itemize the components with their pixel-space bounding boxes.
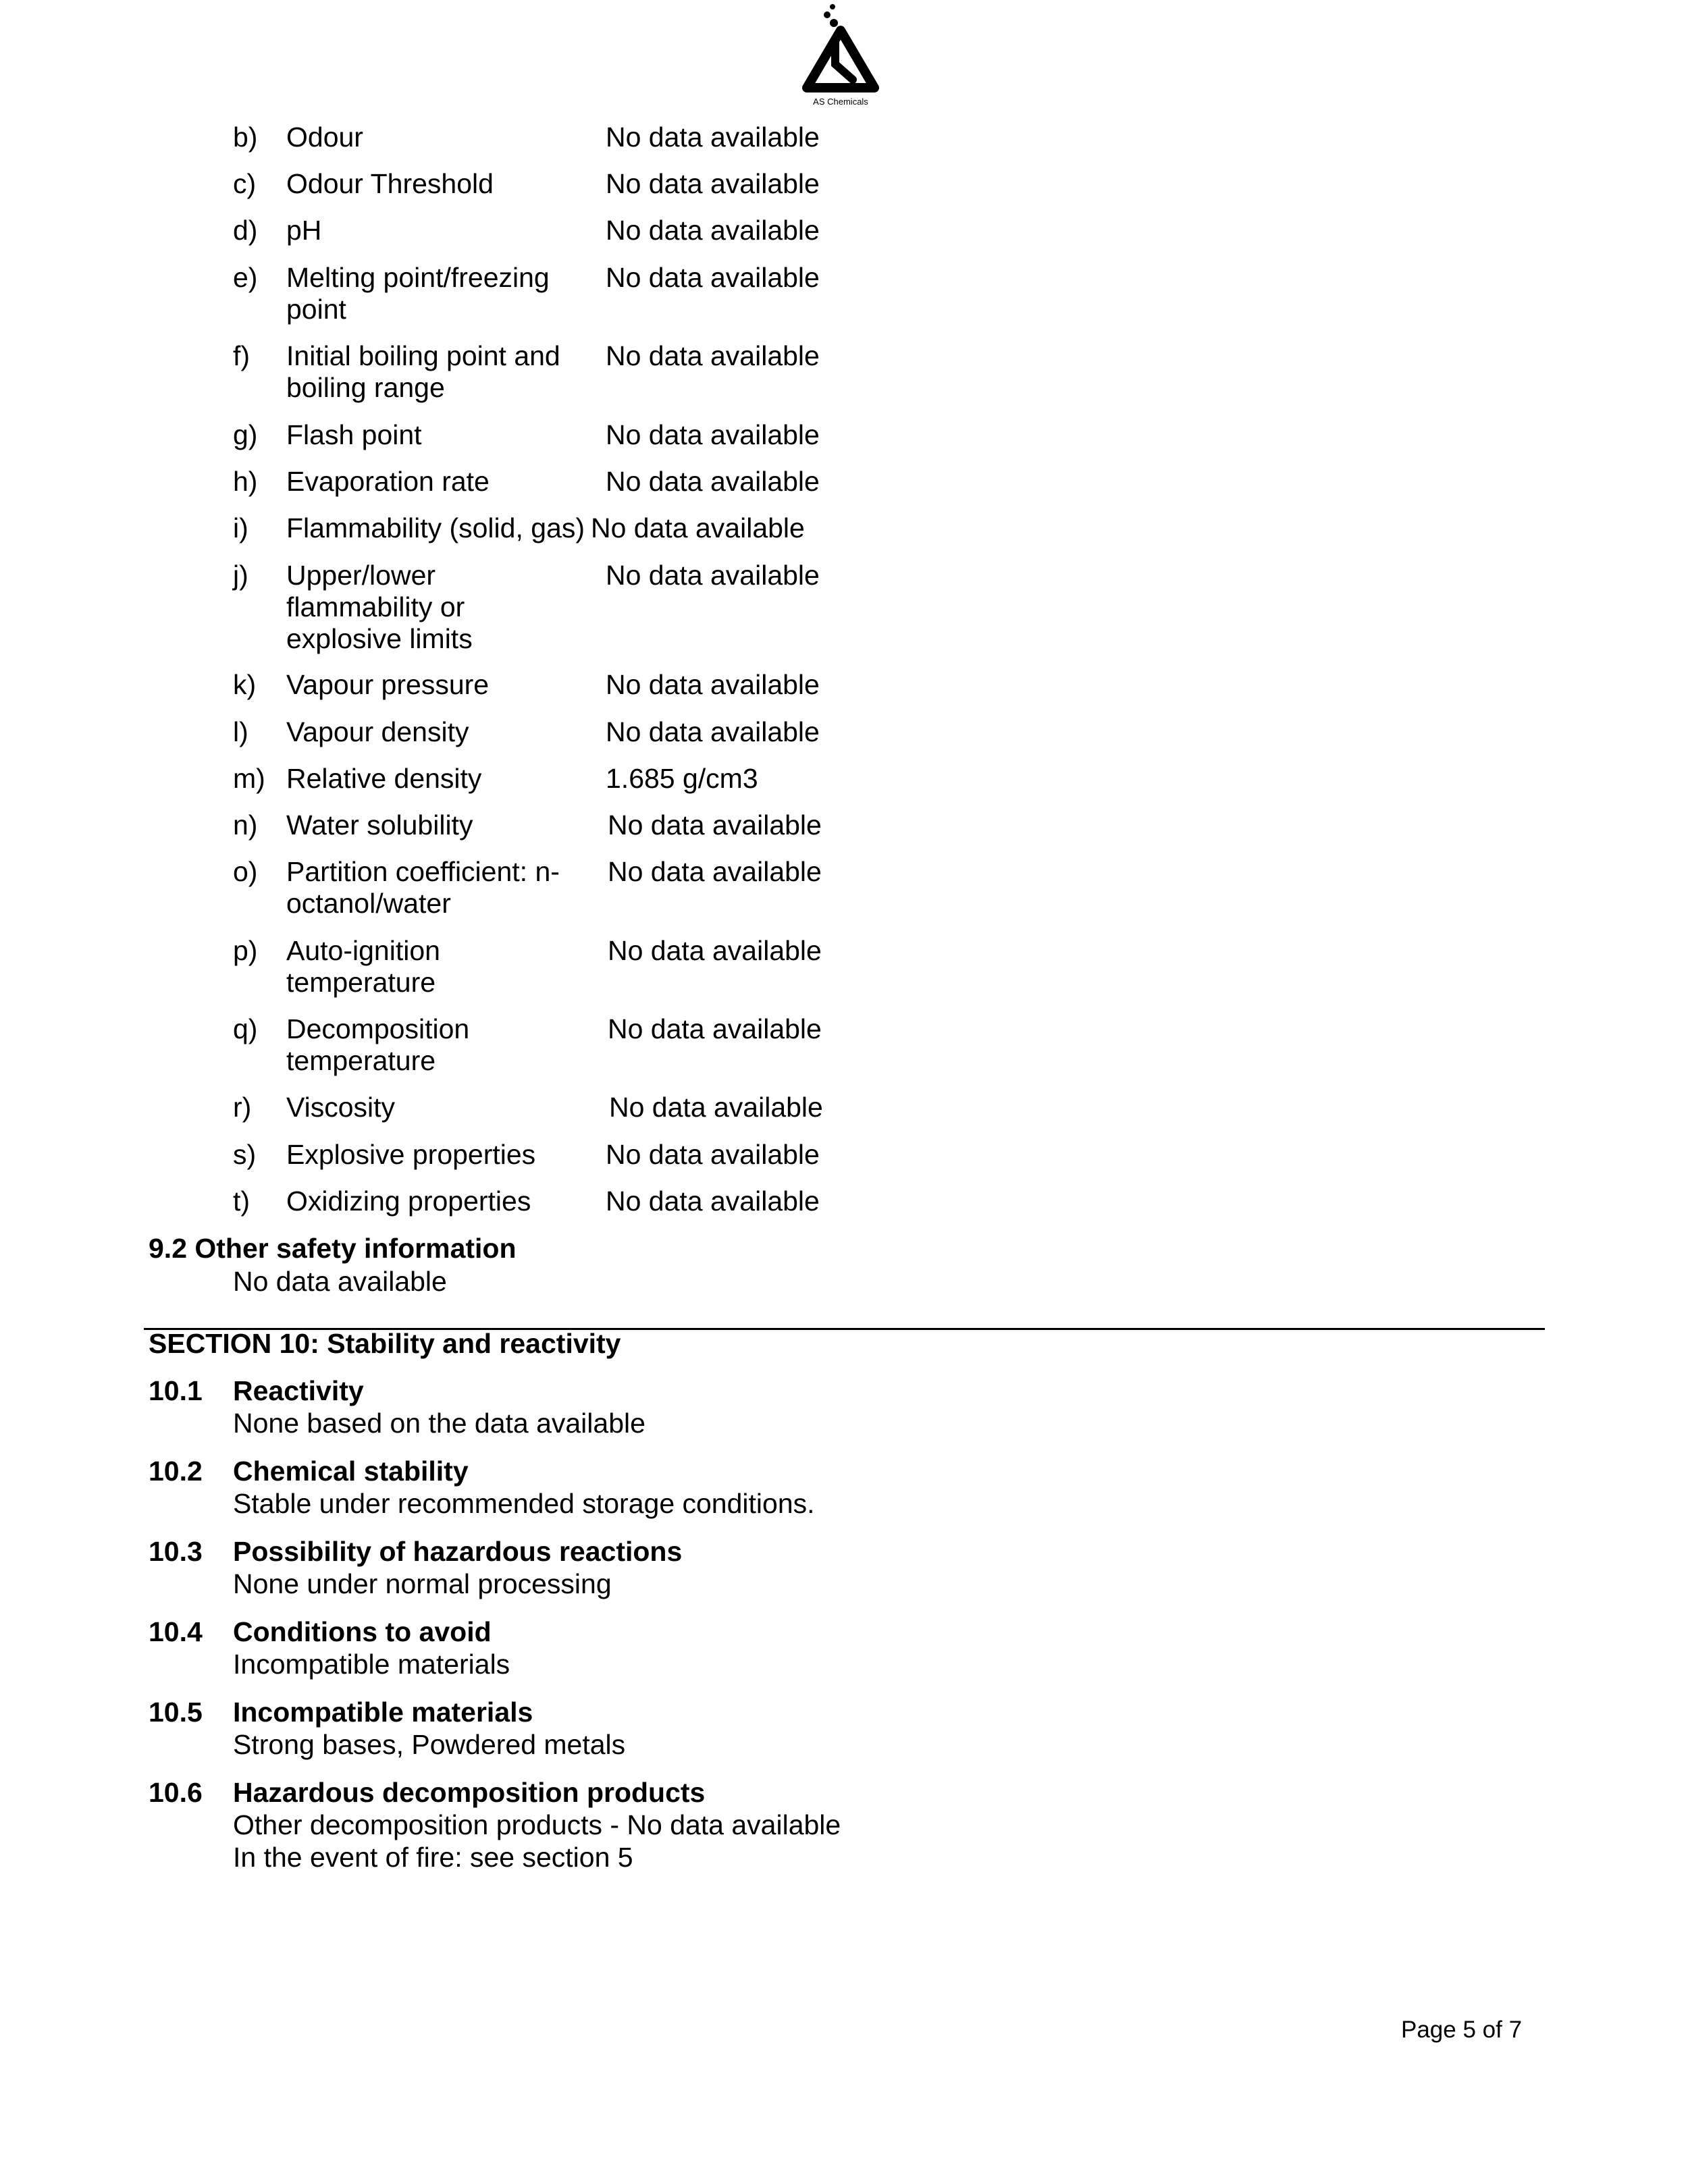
property-name: Oxidizing properties [286,1186,531,1217]
property-letter: t) [233,1186,250,1217]
property-value: No data available [606,122,820,153]
property-letter: h) [233,466,258,497]
property-name: Decomposition temperature [286,1013,470,1076]
property-letter: g) [233,419,258,450]
other-safety-heading: 9.2 Other safety information [149,1233,517,1264]
property-value: No data available [606,466,820,497]
page-number: Page 5 of 7 [1401,2017,1523,2043]
property-letter: e) [233,262,258,293]
property-name: Water solubility [286,809,473,841]
property-value: No data available [608,856,822,887]
subsection-title: Hazardous decomposition products [233,1777,706,1808]
flask-triangle-icon [800,0,881,98]
property-letter: j) [233,560,248,591]
property-value: No data available [606,716,820,747]
subsection-number: 10.5 [149,1697,203,1728]
property-value: No data available [609,1092,823,1123]
property-value: No data available [606,340,820,371]
property-value: No data available [606,262,820,293]
subsection-text: Stable under recommended storage conditions. [233,1488,815,1519]
property-letter: q) [233,1013,258,1044]
subsection-text: None based on the data available [233,1408,645,1439]
property-name: Partition coefficient: n-octanol/water [286,856,560,919]
property-value: No data available [591,512,805,543]
subsection-number: 10.1 [149,1375,203,1406]
subsection-title: Conditions to avoid [233,1616,492,1647]
subsection-text: Strong bases, Powdered metals [233,1729,626,1760]
property-name: Viscosity [286,1092,396,1123]
property-name: Explosive properties [286,1139,536,1170]
subsection-text: None under normal processing [233,1568,612,1599]
property-name: Evaporation rate [286,466,490,497]
property-letter: o) [233,856,258,887]
property-letter: m) [233,763,265,794]
property-letter: k) [233,669,257,700]
property-value: No data available [606,1139,820,1170]
property-name: Vapour pressure [286,669,490,700]
property-name: Auto-ignition temperature [286,935,440,998]
property-letter: s) [233,1139,257,1170]
property-name: Initial boiling point and boiling range [286,340,560,403]
subsection-number: 10.6 [149,1777,203,1808]
subsection-text: Other decomposition products - No data available [233,1809,841,1840]
property-letter: p) [233,935,258,966]
property-letter: d) [233,215,258,246]
property-value: No data available [608,1013,822,1044]
subsection-number: 10.4 [149,1616,203,1647]
property-value: No data available [606,560,820,591]
property-value: No data available [608,935,822,966]
property-letter: i) [233,512,248,543]
subsection-title: Reactivity [233,1375,364,1406]
property-letter: c) [233,168,257,199]
property-value: No data available [606,419,820,450]
property-letter: f) [233,340,250,371]
property-name: Odour Threshold [286,168,494,199]
other-safety-text: No data available [233,1266,447,1297]
property-name: Melting point/freezing point [286,262,550,325]
subsection-title: Chemical stability [233,1456,469,1487]
property-value: No data available [606,168,820,199]
subsection-title: Possibility of hazardous reactions [233,1536,683,1567]
property-name: Relative density [286,763,482,794]
property-name: Flammability (solid, gas) [286,512,585,543]
subsection-number: 10.2 [149,1456,203,1487]
property-letter: n) [233,809,258,841]
logo-caption: AS Chemicals [813,97,868,107]
section-10-title: SECTION 10: Stability and reactivity [149,1328,621,1359]
subsection-text: Incompatible materials [233,1649,510,1680]
property-name: Vapour density [286,716,469,747]
company-logo [800,0,881,111]
subsection-number: 10.3 [149,1536,203,1567]
subsection-title: Incompatible materials [233,1697,533,1728]
property-letter: r) [233,1092,252,1123]
property-letter: l) [233,716,248,747]
property-name: Upper/lower flammability or explosive limits [286,560,473,654]
property-name: Flash point [286,419,422,450]
subsection-text: In the event of fire: see section 5 [233,1842,633,1873]
property-value: 1.685 g/cm3 [606,763,758,794]
property-value: No data available [606,669,820,700]
property-name: Odour [286,122,363,153]
property-value: No data available [608,809,822,841]
property-value: No data available [606,215,820,246]
property-value: No data available [606,1186,820,1217]
property-name: pH [286,215,322,246]
property-letter: b) [233,122,258,153]
